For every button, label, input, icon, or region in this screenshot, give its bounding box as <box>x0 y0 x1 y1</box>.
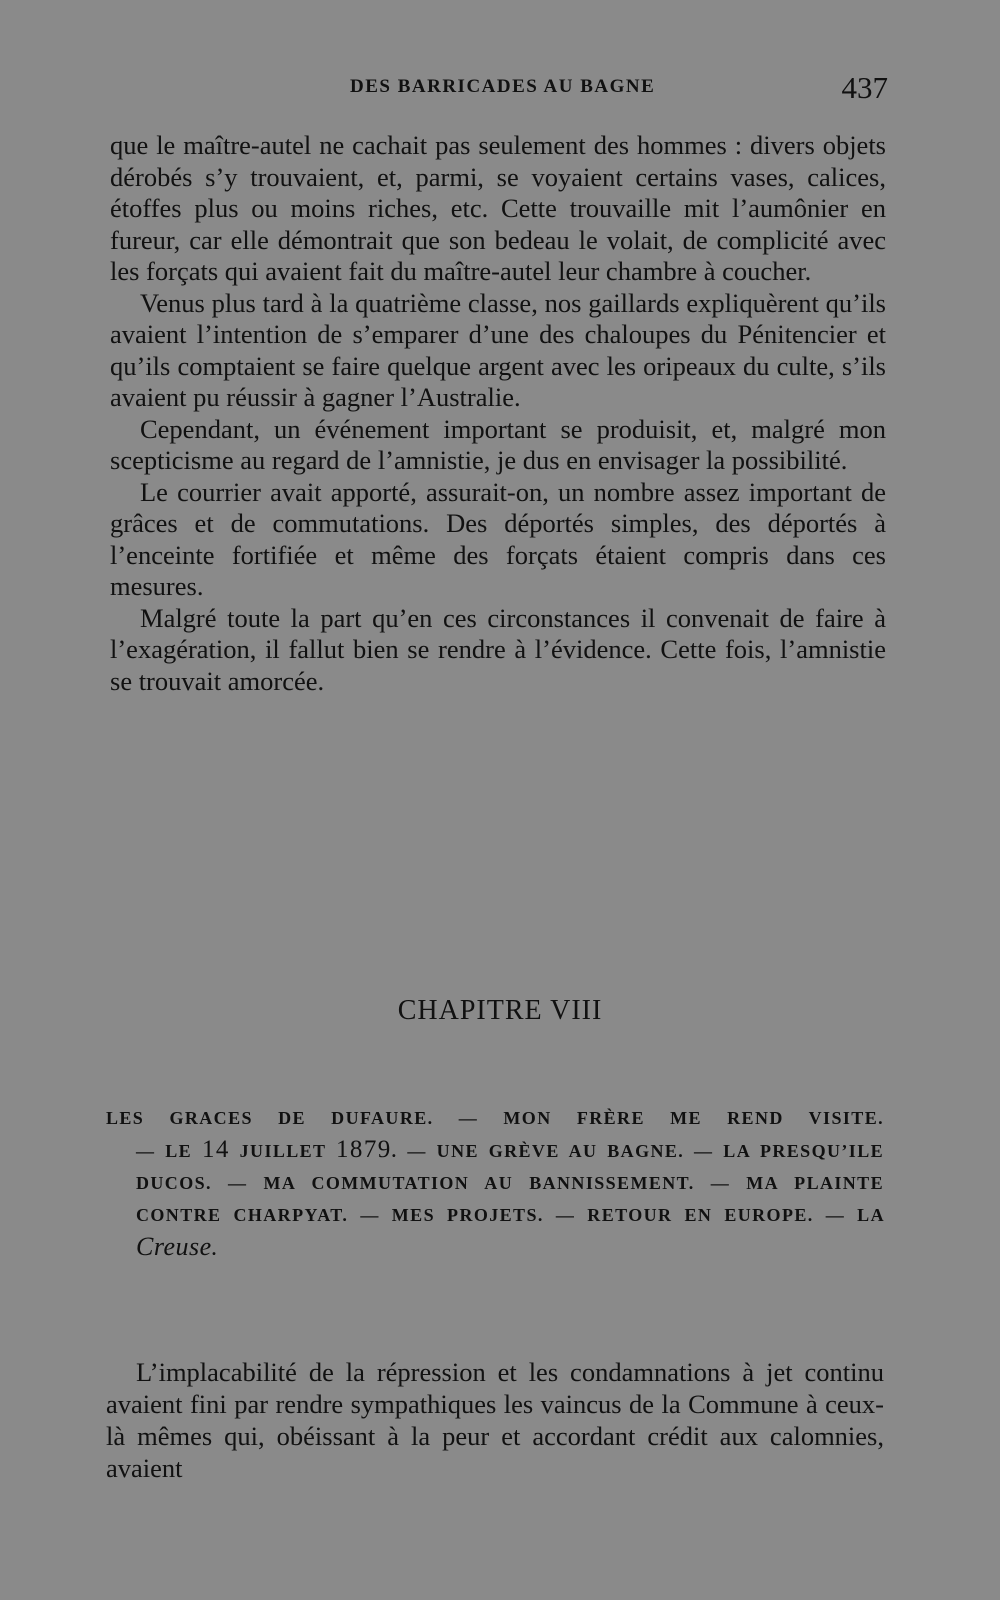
paragraph: Cependant, un événement important se produisit, et, malgré mon scepticisme au regard de l’amnistie, je dus en envisager la possibilité. <box>110 413 886 475</box>
summary-text: — LE <box>136 1141 193 1161</box>
summary-text: . <box>211 1239 218 1259</box>
chapter-title: CHAPITRE VIII <box>397 995 603 1026</box>
summary-text: JUILLET <box>239 1141 327 1161</box>
chapter-opening <box>106 1356 884 1484</box>
summary-line: LES GRACES DE DUFAURE. — MON FRÈRE ME REND VISITE. <box>106 1108 884 1128</box>
summary-ship-name: Creuse <box>136 1232 212 1261</box>
summary-text: . — UNE GRÈVE AU BAGNE. — LA PRESQU’ILE DUCOS. — MA COMMUTATION AU BANNISSEMENT. — MA PLAINTE CONTRE CHARPYAT. — MES PROJETS. — RETOUR EN EUROPE. — LA <box>136 1141 885 1225</box>
paragraph: que le maître-autel ne cachait pas seulement des hommes : divers objets dérobés s’y trouvaient, et, parmi, se voyaient certains vases, calices, étoffes plus ou moins riches, etc. Cette trouvaille mit l’aumônier en fureur, car elle démontrait que son bedeau le volait, de complicité avec les forçats qui avaient fait du maître-autel leur chambre à coucher. <box>110 130 886 286</box>
running-title: DES BARRICADES AU BAGNE <box>350 76 656 97</box>
body-text <box>110 130 886 697</box>
summary-date-number: 14 <box>201 1136 230 1163</box>
summary-year: 1879 <box>336 1136 392 1163</box>
paragraph: Malgré toute la part qu’en ces circonstances il convenait de faire à l’exagération, il fallut bien se rendre à l’évidence. Cette fois, l’amnistie se trouvait amorcée. <box>110 602 886 696</box>
summary-rest <box>106 1134 884 1265</box>
paragraph: Venus plus tard à la quatrième classe, nos gaillards expliquèrent qu’ils avaient l’intention de s’emparer d’une des chaloupes du Pénitencier et qu’ils comptaient se faire quelque argent avec les oripeaux du culte, s’ils avaient pu réussir à gagner l’Australie. <box>110 287 886 412</box>
paragraph: Le courrier avait apporté, assurait-on, un nombre assez important de grâces et de commutations. Des déportés simples, des déportés à l’enceinte fortifiée et même des forçats étaient compris dans ces mesures. <box>110 476 886 601</box>
running-head <box>110 70 890 106</box>
paragraph: L’implacabilité de la répression et les condamnations à jet continu avaient fini par rendre sympathiques les vaincus de la Commune à ceux-là mêmes qui, obéissant à la peur et accordant crédit aux calomnies, avaient <box>106 1357 884 1483</box>
page-number: 437 <box>841 70 888 105</box>
chapter-summary <box>106 1102 884 1265</box>
